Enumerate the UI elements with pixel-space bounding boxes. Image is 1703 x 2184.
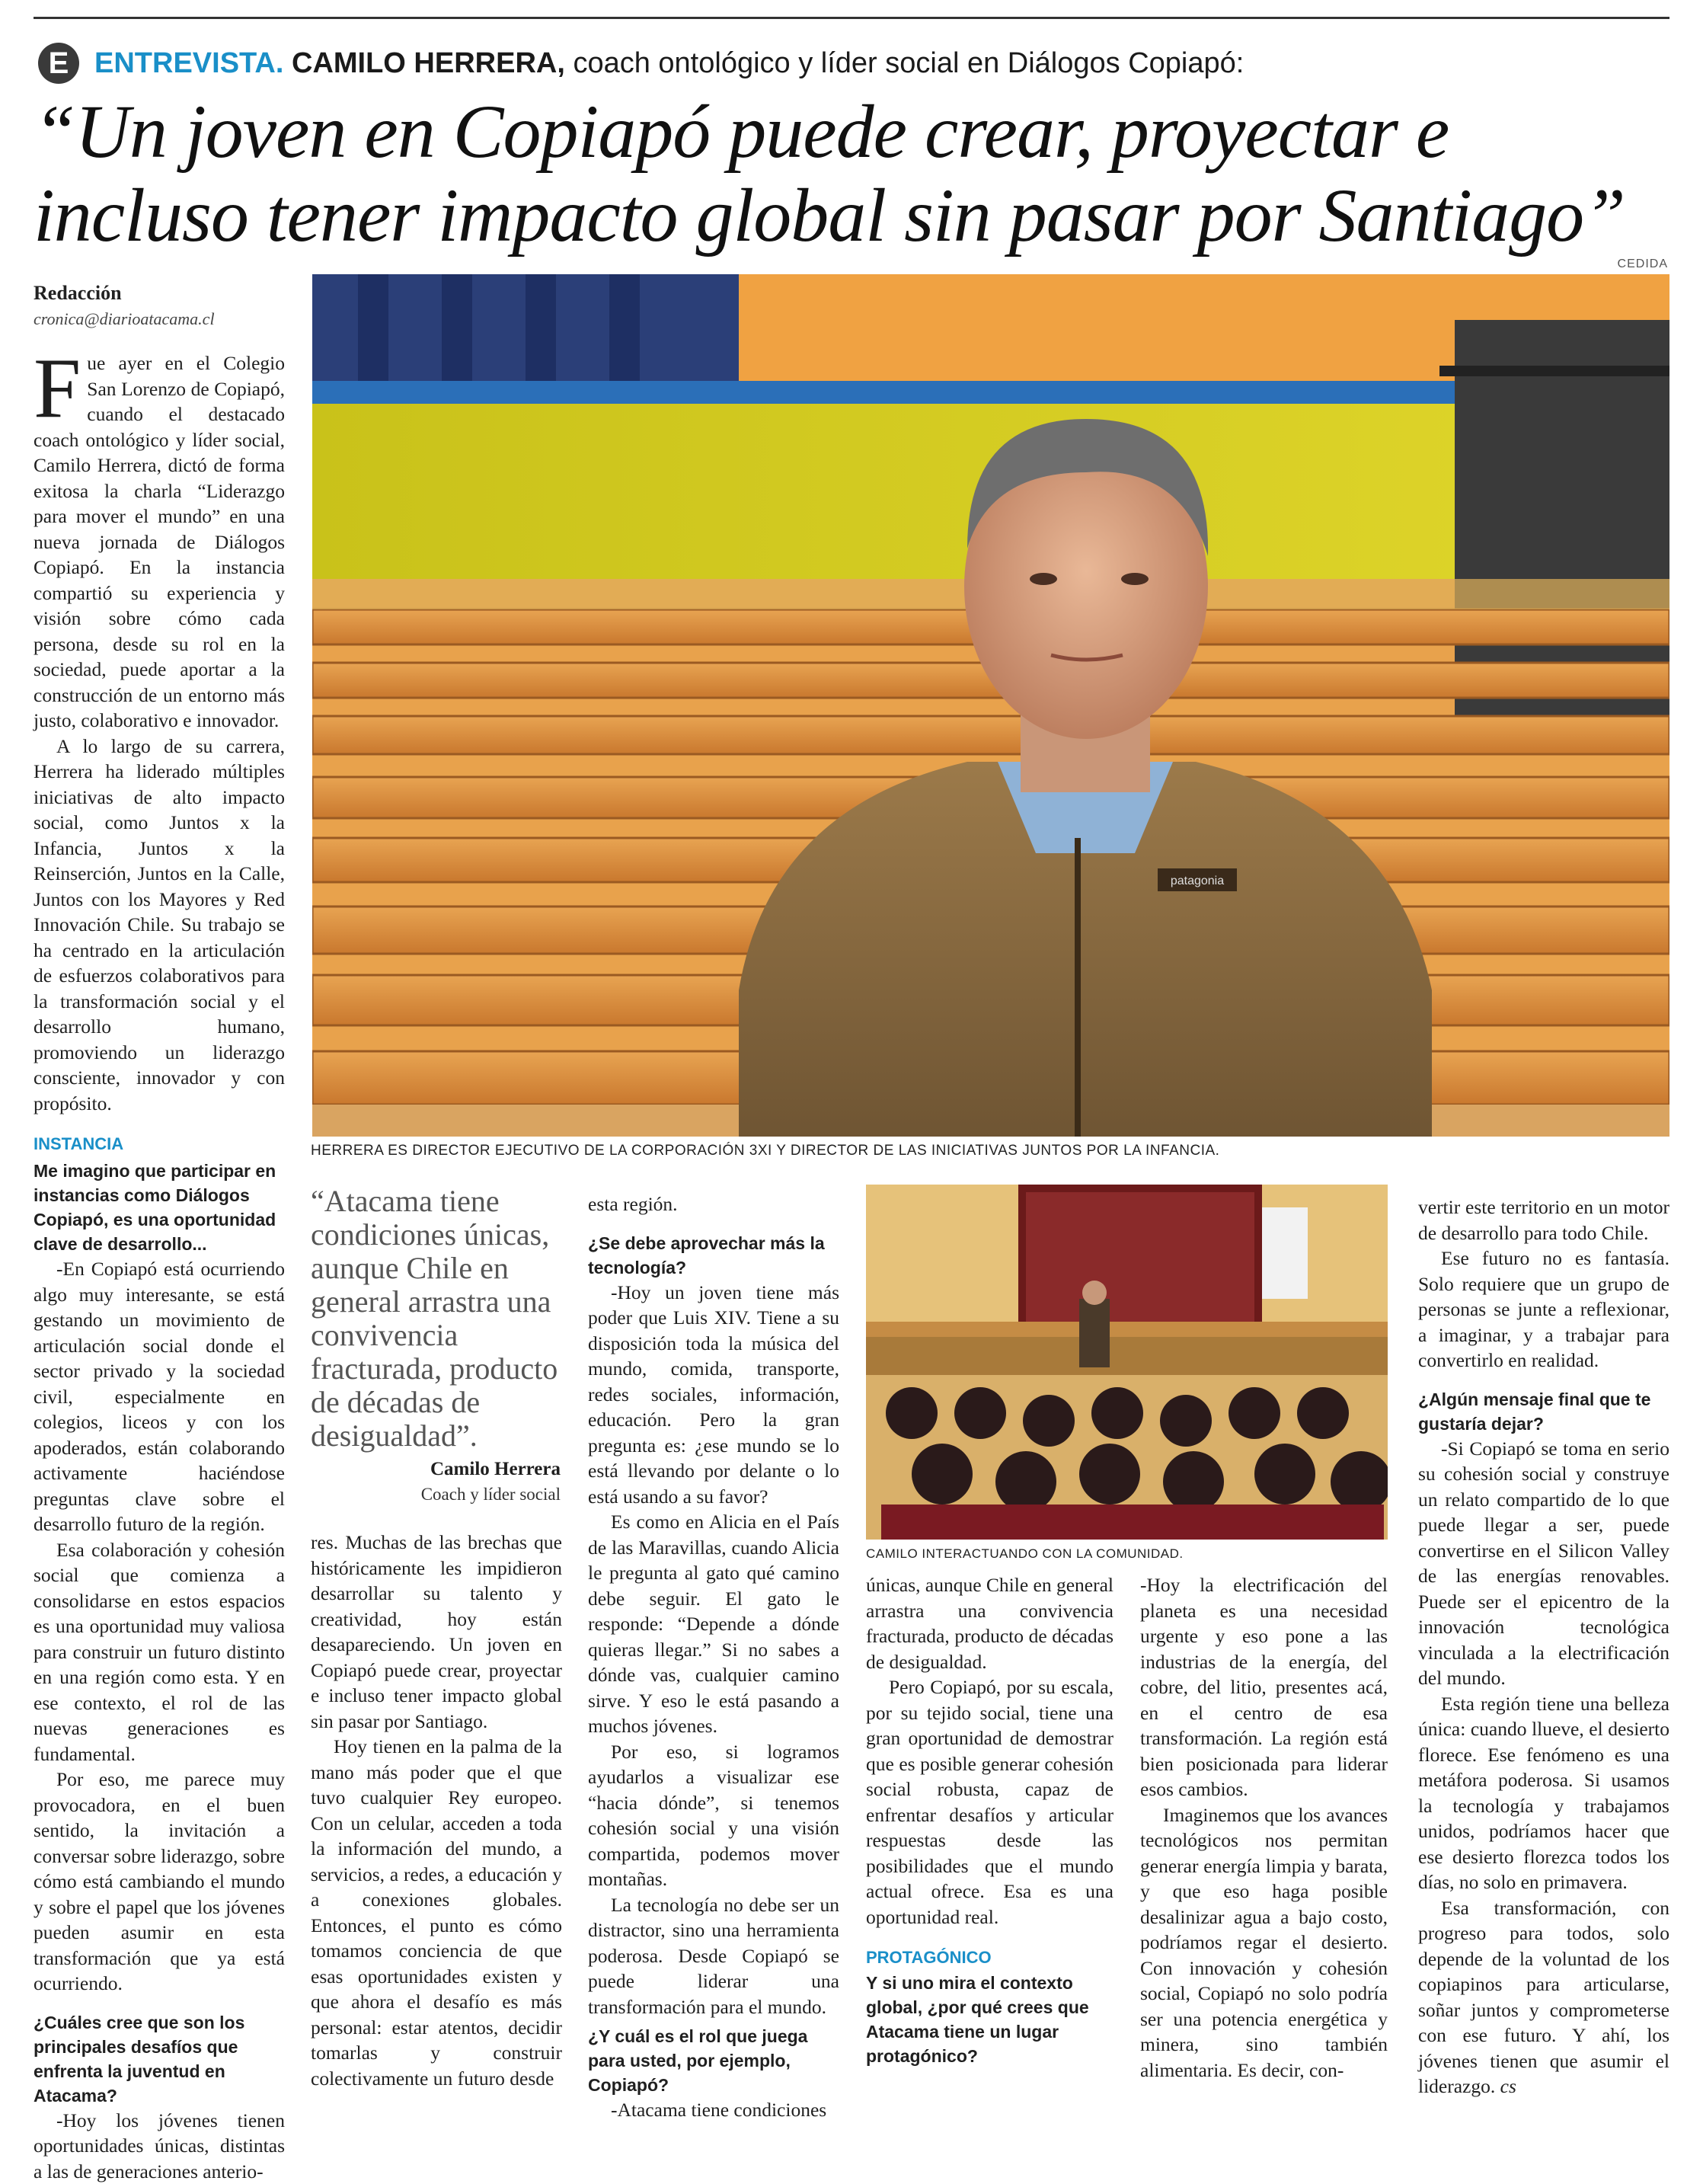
section-heading: PROTAGÓNICO — [866, 1946, 1114, 1969]
second-photo — [866, 1185, 1388, 1540]
paragraph: A lo largo de su carrera, Herrera ha liderado múltiples iniciativas de alto impacto social, como Juntos x la Infancia, Juntos x la Reinserción, Juntos en la Calle, Juntos con los Mayores y Red Innovación Chile. Su trabajo se ha centrado en la articulación de esfuerzos colaborativos para la transformación social y el desarrollo humano, promoviendo un liderazgo consciente, innovador y con propósito. — [34, 734, 285, 1117]
drop-cap: F — [34, 355, 81, 422]
column-6 — [1418, 1194, 1669, 2099]
main-photo-caption: HERRERA ES DIRECTOR EJECUTIVO DE LA CORPORACIÓN 3XI Y DIRECTOR DE LAS INICIATIVAS JUNTOS POR LA INFANCIA. — [311, 1143, 1219, 1159]
paragraph: Por eso, si logramos ayudarlos a visualizar ese “hacia dónde”, si tenemos cohesión social y una visión compartida, podemos mover montañas. — [588, 1739, 839, 1892]
section-badge: E — [38, 43, 79, 84]
paragraph: esta región. — [588, 1191, 839, 1217]
kicker — [94, 43, 1244, 84]
kicker-label: ENTREVISTA. — [94, 47, 283, 79]
paragraph: -Hoy los jóvenes tienen oportunidades únicas, distintas a las de generaciones anterio- — [34, 2108, 285, 2184]
byline: Redacción — [34, 282, 122, 305]
lead-paragraph — [34, 350, 285, 734]
column-5 — [1140, 1572, 1388, 2083]
paragraph: -Si Copiapó se toma en serio su cohesión social y construye un relato compartido de lo que puede llegar a ser, puede convertirse en el Silicon Valley de las energías renovables. Puede ser el epicentro de la innovación tecnológica vinculada a la electrificación del mundo. — [1418, 1436, 1669, 1691]
photo-credit: CEDIDA — [1618, 257, 1668, 271]
paragraph: Es como en Alicia en el País de las Maravillas, cuando Alicia le pregunta al gato qué camino debe seguir. El gato le responde: “Depende a dónde quieras llegar.” Si no sabes a dónde vas, cualquier camino sirve. Y eso le está pasando a muchos jóvenes. — [588, 1509, 839, 1739]
kicker-name: CAMILO HERRERA, — [292, 47, 565, 79]
paragraph: -En Copiapó está ocurriendo algo muy interesante, se está gestando un movimiento de articulación social donde el sector privado y la sociedad civil, especialmente en colegios, liceos y con los apoderados, están colaborando activamente haciéndose preguntas clave sobre el desarrollo futuro de la región. — [34, 1256, 285, 1537]
column-2 — [311, 1530, 562, 2091]
pull-quote-name: Camilo Herrera — [311, 1459, 561, 1480]
top-rule — [34, 17, 1669, 19]
second-photo-illustration — [866, 1185, 1388, 1540]
paragraph: res. Muchas de las brechas que históricamente les impidieron desarrollar su talento y creatividad, hoy están desapareciendo. Un joven en Copiapó puede crear, proyectar e incluso tener impacto global sin pasar por Santiago. — [311, 1530, 562, 1734]
paragraph: La tecnología no debe ser un distractor, sino una herramienta poderosa. Desde Copiapó se puede liderar una transformación para el mundo. — [588, 1892, 839, 2020]
main-photo — [312, 274, 1669, 1137]
paragraph: Hoy tienen en la palma de la mano más poder que el que tuvo cualquier Rey europeo. Con un celular, acceden a toda la información del mundo, a servicios, a redes, a educación y a conexiones globales. Entonces, el punto es cómo tomamos conciencia de que esas oportunidades existen y que ahora el desafío es más personal: estar atentos, decidir tomarlas y construir colectivamente un futuro desde — [311, 1734, 562, 2091]
paragraph — [1418, 1895, 1669, 2099]
paragraph: Imaginemos que los avances tecnológicos nos permitan generar energía limpia y barata, y que eso haga posible desalinizar agua a bajo costo, podríamos regar el desierto. Con innovación y cohesión social, Copiapó no solo podría ser una potencia energética y minera, sino también alimentaria. Es decir, con- — [1140, 1802, 1388, 2083]
paragraph: -Hoy un joven tiene más poder que Luis XIV. Tiene a su disposición toda la música del mundo, comida, transporte, redes sociales, información, educación. Pero la gran pregunta es: ¿ese mundo se lo está llevando por delante o lo está usando a su favor? — [588, 1280, 839, 1510]
author-email: cronica@diarioatacama.cl — [34, 309, 215, 329]
paragraph: -Atacama tiene condiciones — [588, 2097, 839, 2123]
end-mark: cs — [1500, 2075, 1516, 2097]
paragraph: Pero Copiapó, por su escala, por su tejido social, tiene una gran oportunidad de demostrar que es posible generar cohesión social robusta, capaz de enfrentar desafíos y articular respuestas desde las posibilidades que el mundo actual ofrece. Esa es una oportunidad real. — [866, 1674, 1114, 1930]
section-heading: INSTANCIA — [34, 1133, 285, 1156]
main-photo-illustration — [312, 274, 1669, 1137]
column-4 — [866, 1572, 1114, 2068]
paragraph: -Hoy la electrificación del planeta es una necesidad urgente y eso pone a las industrias de la energía, del cobre, del litio, presentes acá, en el centro de esa transformación. La región está bien posicionada para liderar esos cambios. — [1140, 1572, 1388, 1802]
paragraph: vertir este territorio en un motor de desarrollo para todo Chile. — [1418, 1194, 1669, 1245]
pull-quote-role: Coach y líder social — [311, 1485, 561, 1504]
pull-quote: “Atacama tiene condiciones únicas, aunque Chile en general arrastra una convivencia fracturada, producto de décadas de desigualdad”. — [311, 1185, 574, 1453]
headline: “Un joven en Copiapó puede crear, proyectar e incluso tener impacto global sin pasar por Santiago” — [34, 90, 1679, 257]
jacket-logo-text: patagonia — [1171, 875, 1224, 887]
paragraph: Esta región tiene una belleza única: cuando llueve, el desierto florece. Ese fenómeno es una metáfora poderosa. Si usamos la tecnología y trabajamos unidos, podríamos hacer que ese desierto florezca todos los días, no solo en primavera. — [1418, 1691, 1669, 1895]
paragraph: Esa colaboración y cohesión social que comienza a consolidarse en estos espacios es una oportunidad muy valiosa para construir un futuro distinto en una región como esta. Y en ese contexto, el rol de las nuevas generaciones es fundamental. — [34, 1537, 285, 1767]
interview-question: ¿Se debe aprovechar más la tecnología? — [588, 1231, 839, 1280]
interview-question: Y si uno mira el contexto global, ¿por qué crees que Atacama tiene un lugar protagónico? — [866, 1971, 1114, 2068]
paragraph-text: Esa transformación, con progreso para todos, solo depende de la voluntad de los copiapinos para articularse, soñar juntos y comprometerse con ese futuro. Y ahí, los jóvenes tienen que asumir el liderazgo. — [1418, 1897, 1669, 2098]
column-1 — [34, 350, 285, 2184]
interview-question: ¿Y cuál es el rol que juega para usted, por ejemplo, Copiapó? — [588, 2024, 839, 2097]
interview-question: ¿Cuáles cree que son los principales desafíos que enfrenta la juventud en Atacama? — [34, 2010, 285, 2108]
kicker-description: coach ontológico y líder social en Diálogos Copiapó: — [573, 47, 1244, 79]
interview-question: Me imagino que participar en instancias como Diálogos Copiapó, es una oportunidad clave de desarrollo... — [34, 1159, 285, 1256]
pull-quote-attribution — [311, 1459, 561, 1504]
paragraph: únicas, aunque Chile en general arrastra una convivencia fracturada, producto de décadas de desigualdad. — [866, 1572, 1114, 1674]
column-3 — [588, 1191, 839, 2123]
second-photo-caption: CAMILO INTERACTUANDO CON LA COMUNIDAD. — [866, 1546, 1184, 1562]
paragraph: Ese futuro no es fantasía. Solo requiere que un grupo de personas se junte a reflexionar, a imaginar, y a trabajar para convertirlo en realidad. — [1418, 1245, 1669, 1373]
paragraph: Por eso, me parece muy provocadora, en el buen sentido, la invitación a conversar sobre liderazgo, sobre cómo está cambiando el mundo y sobre el papel que los jóvenes pueden asumir en esta transformación que ya está ocurriendo. — [34, 1767, 285, 1997]
interview-question: ¿Algún mensaje final que te gustaría dejar? — [1418, 1387, 1669, 1436]
lead-text: ue ayer en el Colegio San Lorenzo de Copiapó, cuando el destacado coach ontológico y líder social, Camilo Herrera, dictó de forma exitosa la charla “Liderazgo para mover el mundo” en una nueva jornada de Diálogos Copiapó. En la instancia compartió su experiencia y visión sobre cómo cada persona, desde su rol en la sociedad, puede aportar a la construcción de un entorno más justo, colaborativo e innovador. — [34, 352, 285, 731]
